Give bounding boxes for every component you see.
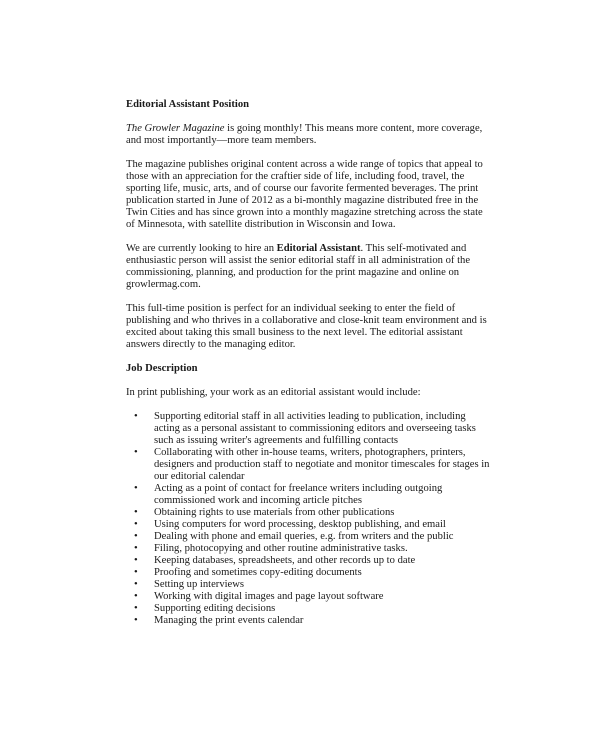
duty-text: Setting up interviews <box>154 579 245 590</box>
duty-text: Supporting editorial staff in all activities leading to publication, including acting as a personal assistant to commissioning editors and overseeing tasks such as issuing writer's agreements and fulfilling contacts <box>154 411 476 446</box>
list-item <box>134 579 492 591</box>
list-item <box>134 507 492 519</box>
duty-text: Using computers for word processing, desktop publishing, and email <box>154 519 446 530</box>
duty-text: Proofing and sometimes copy-editing documents <box>154 567 362 578</box>
document-title: Editorial Assistant Position <box>126 99 250 110</box>
duty-text: Working with digital images and page layout software <box>154 591 384 602</box>
hiring-role: Editorial Assistant <box>276 243 361 254</box>
hiring-after: . This self-motivated and enthusiastic person will assist the senior editorial staff in all administration of the commissioning, planning, and production for the print magazine and online on growlermag.com. <box>126 243 471 290</box>
bullet-icon: • <box>134 507 138 518</box>
about-paragraph: The magazine publishes original content across a wide range of topics that appeal to those with an appreciation for the craftier side of life, including food, travel, the sporting life, music, arts, and of course our favorite fermented beverages. The print publication started in June of 2012 as a bi-monthly magazine distributed free in the Twin Cities and has since grown into a monthly magazine stretching across the state of Minnesota, with satellite distribution in Wisconsin and Iowa. <box>126 159 483 230</box>
bullet-icon: • <box>134 531 138 542</box>
job-description-heading: Job Description <box>126 363 198 374</box>
magazine-name: The Growler Magazine <box>126 123 225 134</box>
bullet-icon: • <box>134 555 138 566</box>
bullet-icon: • <box>134 591 138 602</box>
list-item <box>134 615 492 627</box>
bullet-icon: • <box>134 483 138 494</box>
bullet-icon: • <box>134 543 138 554</box>
list-item <box>134 603 492 615</box>
duty-text: Obtaining rights to use materials from other publications <box>154 507 395 518</box>
bullet-icon: • <box>134 615 138 626</box>
duty-text: Filing, photocopying and other routine administrative tasks. <box>154 543 408 554</box>
bullet-icon: • <box>134 603 138 614</box>
hiring-paragraph <box>126 243 492 291</box>
intro-text: is going monthly! This means more content, more coverage, and most importantly—more team members. <box>126 123 483 146</box>
list-item <box>134 543 492 555</box>
intro-paragraph <box>126 123 492 147</box>
bullet-icon: • <box>134 579 138 590</box>
list-item <box>134 555 492 567</box>
list-item <box>134 411 492 447</box>
list-item <box>134 531 492 543</box>
duty-text: Keeping databases, spreadsheets, and other records up to date <box>154 555 416 566</box>
list-item <box>134 591 492 603</box>
bullet-icon: • <box>134 447 138 458</box>
list-item <box>134 519 492 531</box>
duty-text: Managing the print events calendar <box>154 615 304 626</box>
position-paragraph: This full-time position is perfect for an individual seeking to enter the field of publishing and who thrives in a collaborative and close-knit team environment and is excited about taking this small business to the next level. The editorial assistant answers directly to the managing editor. <box>126 303 487 350</box>
list-item <box>134 567 492 579</box>
duties-list <box>126 411 492 627</box>
bullet-icon: • <box>134 411 138 422</box>
duty-text: Collaborating with other in-house teams, writers, photographers, printers, designers and production staff to negotiate and monitor timescales for stages in our editorial calendar <box>154 447 490 482</box>
list-item <box>134 447 492 483</box>
duty-text: Dealing with phone and email queries, e.g. from writers and the public <box>154 531 454 542</box>
duty-text: Supporting editing decisions <box>154 603 276 614</box>
bullet-icon: • <box>134 519 138 530</box>
bullet-icon: • <box>134 567 138 578</box>
list-item <box>134 483 492 507</box>
hiring-before: We are currently looking to hire an <box>126 243 277 254</box>
duty-text: Acting as a point of contact for freelance writers including outgoing commissioned work and incoming article pitches <box>154 483 443 506</box>
duties-intro: In print publishing, your work as an editorial assistant would include: <box>126 387 421 398</box>
